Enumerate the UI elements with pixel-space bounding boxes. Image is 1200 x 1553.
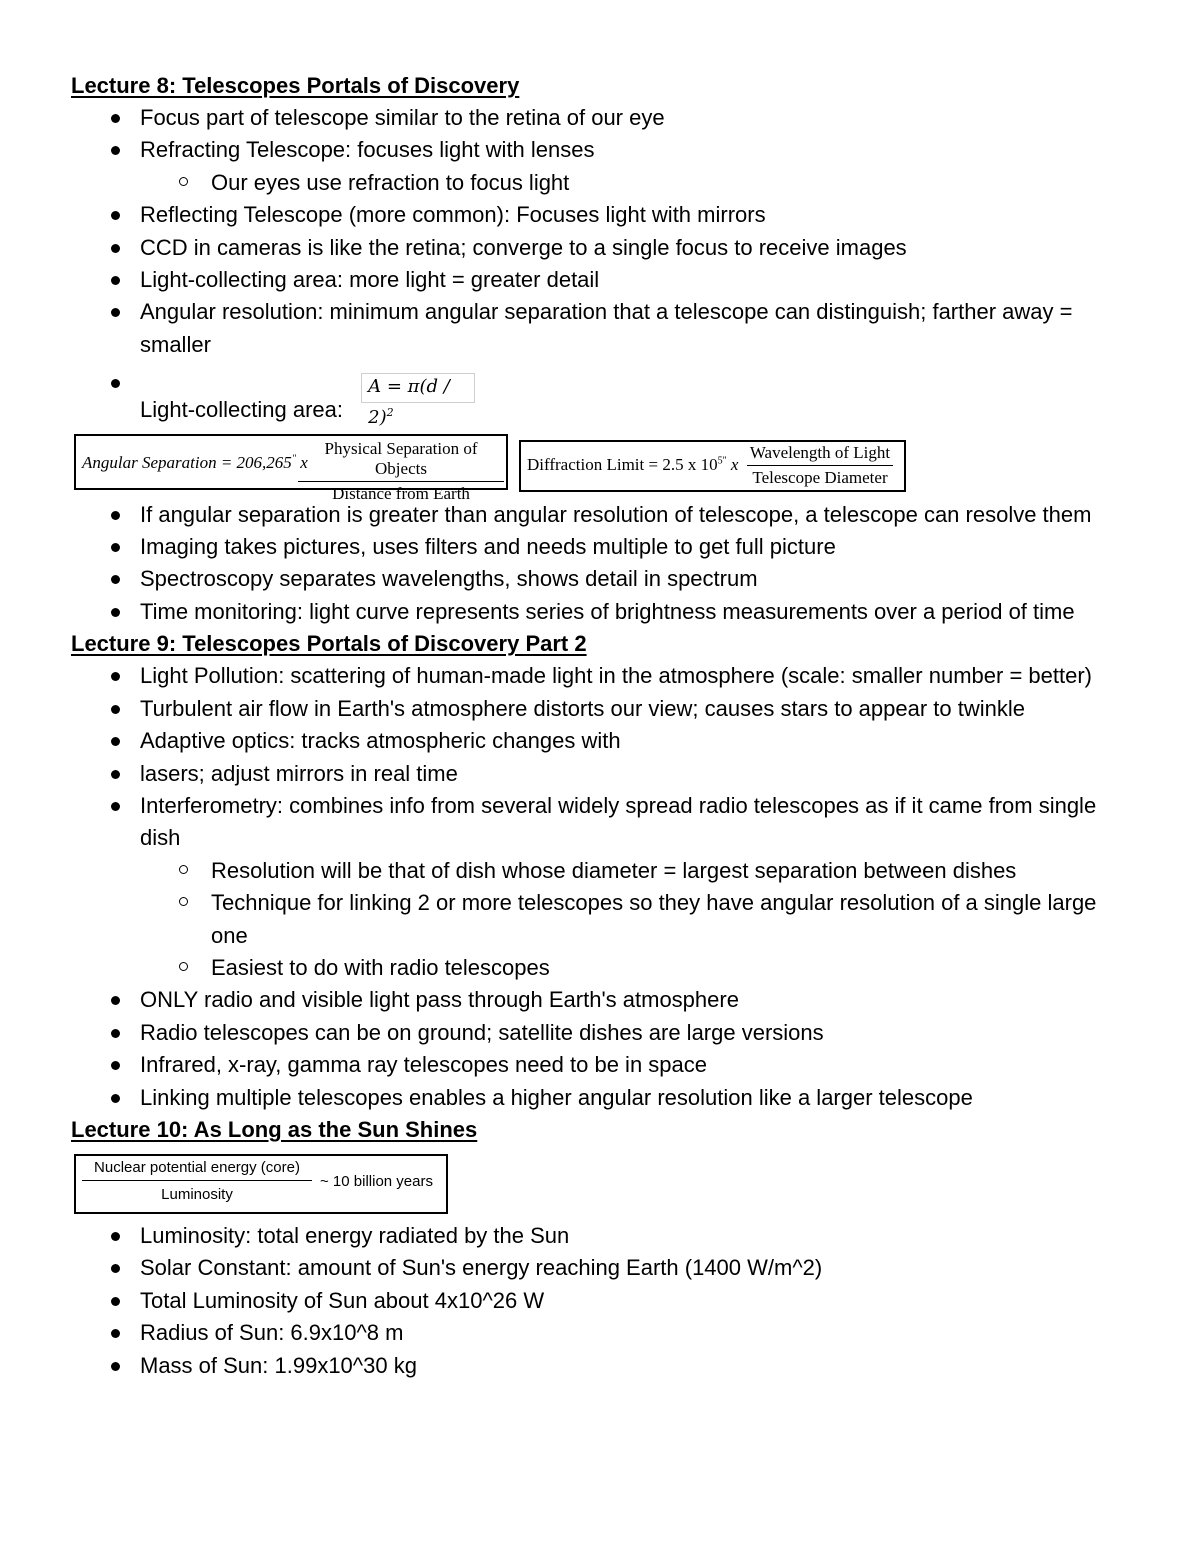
lecture-9-heading: Lecture 9: Telescopes Portals of Discovery Part 2 bbox=[71, 631, 587, 657]
formula-exponent: " bbox=[291, 453, 297, 464]
formula-lhs: Angular Separation = 206,265 bbox=[82, 452, 292, 472]
list-item: CCD in cameras is like the retina; converge to a single focus to receive images bbox=[71, 232, 1131, 264]
area-formula: A = π(d / 2) bbox=[368, 376, 450, 429]
list-item: Radius of Sun: 6.9x10^8 m bbox=[71, 1317, 1131, 1349]
formula-lhs: Diffraction Limit = 2.5 x 10 bbox=[527, 454, 718, 474]
list-item: Time monitoring: light curve represents series of brightness measurements over a period of time bbox=[71, 596, 1131, 628]
list-item: Reflecting Telescope (more common): Focuses light with mirrors bbox=[71, 199, 1131, 231]
list-item: Angular resolution: minimum angular separation that a telescope can distinguish; farther away = smaller bbox=[71, 296, 1131, 361]
list-item: lasers; adjust mirrors in real time bbox=[71, 758, 1131, 790]
list-item: Solar Constant: amount of Sun's energy reaching Earth (1400 W/m^2) bbox=[71, 1252, 1131, 1284]
formula-denominator: Luminosity bbox=[161, 1185, 233, 1203]
list-item: Spectroscopy separates wavelengths, shows detail in spectrum bbox=[71, 563, 1131, 595]
list-item: Interferometry: combines info from several widely spread radio telescopes as if it came from single dish bbox=[71, 790, 1131, 855]
formula-numerator: Nuclear potential energy (core) bbox=[82, 1159, 312, 1181]
sub-list-item: Technique for linking 2 or more telescopes so they have angular resolution of a single large one bbox=[71, 887, 1131, 952]
formula-denominator: Telescope Diameter bbox=[752, 467, 888, 487]
list-item: Radio telescopes can be on ground; satellite dishes are large versions bbox=[71, 1017, 1131, 1049]
lecture-8-heading: Lecture 8: Telescopes Portals of Discovery bbox=[71, 73, 520, 98]
document-page bbox=[71, 70, 1131, 1382]
lecture-8-list bbox=[71, 102, 1131, 427]
diffraction-limit-formula bbox=[519, 440, 906, 492]
list-item: Total Luminosity of Sun about 4x10^26 W bbox=[71, 1285, 1131, 1317]
formula-denominator: Distance from Earth bbox=[332, 483, 470, 503]
list-item: Mass of Sun: 1.99x10^30 kg bbox=[71, 1350, 1131, 1382]
formula-multiply: x bbox=[730, 454, 739, 474]
list-item: Refracting Telescope: focuses light with lenses bbox=[71, 134, 1131, 166]
list-item: Adaptive optics: tracks atmospheric changes with bbox=[71, 725, 1131, 757]
lecture-10-heading: Lecture 10: As Long as the Sun Shines bbox=[71, 1116, 478, 1142]
sub-list-item: Easiest to do with radio telescopes bbox=[71, 952, 1131, 984]
formula-multiply: x bbox=[300, 452, 308, 472]
sub-list-item: Resolution will be that of dish whose diameter = largest separation between dishes bbox=[71, 855, 1131, 887]
list-item: ONLY radio and visible light pass through Earth's atmosphere bbox=[71, 984, 1131, 1016]
formula-exponent: 5" bbox=[717, 455, 727, 466]
list-item: Focus part of telescope similar to the retina of our eye bbox=[71, 102, 1131, 134]
list-item: Infrared, x-ray, gamma ray telescopes need to be in space bbox=[71, 1049, 1131, 1081]
sun-lifetime-formula bbox=[74, 1154, 448, 1214]
angular-separation-formula bbox=[74, 434, 508, 503]
list-item: Light Pollution: scattering of human-made light in the atmosphere (scale: smaller number = better) bbox=[71, 660, 1131, 692]
area-formula-image bbox=[361, 373, 475, 429]
lecture-8-list-continued bbox=[71, 499, 1131, 629]
list-item: Imaging takes pictures, uses filters and needs multiple to get full picture bbox=[71, 531, 1131, 563]
list-item: Luminosity: total energy radiated by the Sun bbox=[71, 1220, 1131, 1252]
area-formula-exponent: 2 bbox=[386, 406, 394, 420]
formula-boxes bbox=[71, 434, 1131, 503]
lecture-9-list bbox=[71, 660, 1131, 1114]
list-item: If angular separation is greater than angular resolution of telescope, a telescope can resolve them bbox=[71, 499, 1131, 531]
list-item: Light-collecting area: more light = greater detail bbox=[71, 264, 1131, 296]
formula-numerator: Wavelength of Light bbox=[747, 443, 893, 466]
formula-numerator: Physical Separation of Objects bbox=[298, 439, 504, 482]
list-item-label: Light-collecting area: bbox=[140, 397, 344, 423]
list-item-light-collecting-area bbox=[71, 367, 1131, 429]
lecture-10-list bbox=[71, 1220, 1131, 1382]
formula-result: ~ 10 billion years bbox=[320, 1172, 433, 1190]
list-item: Turbulent air flow in Earth's atmosphere distorts our view; causes stars to appear to twinkle bbox=[71, 693, 1131, 725]
list-item: Linking multiple telescopes enables a higher angular resolution like a larger telescope bbox=[71, 1082, 1131, 1114]
sub-list-item: Our eyes use refraction to focus light bbox=[71, 167, 1131, 199]
